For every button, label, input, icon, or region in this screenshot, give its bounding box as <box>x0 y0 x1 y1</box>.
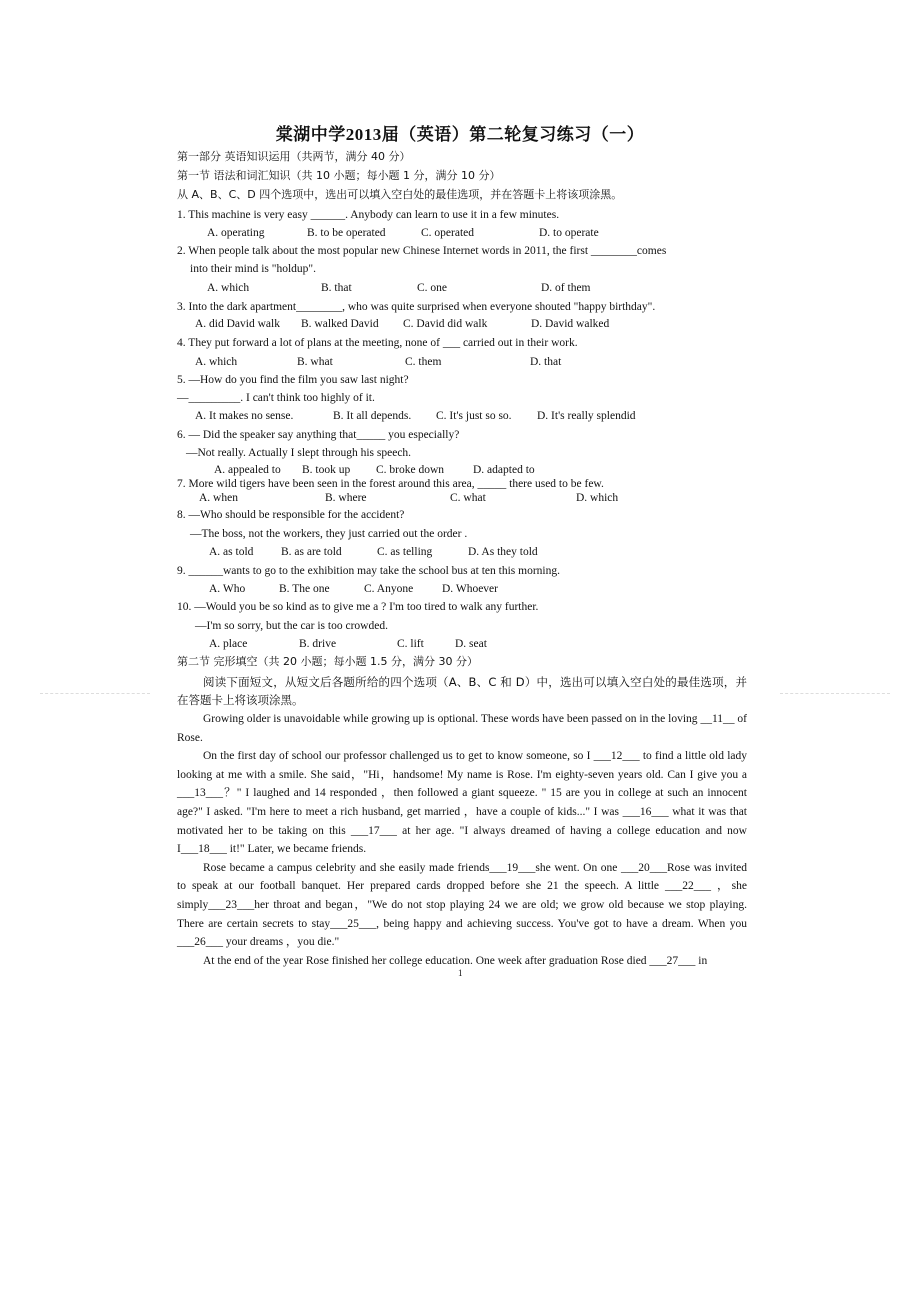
option-d: D. Whoever <box>442 583 498 595</box>
question-5-line-2: —_________. I can't think too highly of it. <box>177 392 375 404</box>
question-8-line-2: —The boss, not the workers, they just carried out the order . <box>190 528 468 540</box>
scan-divider <box>40 693 150 694</box>
option-c: C. It's just so so. <box>436 410 512 422</box>
passage-paragraph: Growing older is unavoidable while growing up is optional. These words have been passed on in the loving __11__ of Rose. <box>177 713 747 744</box>
scan-divider <box>780 693 890 694</box>
passage-paragraph: At the end of the year Rose finished her college education. One week after graduation Rose died ___27___ in <box>203 954 708 967</box>
option-a: A. It makes no sense. <box>195 410 294 422</box>
option-a: A. Who <box>209 583 246 595</box>
question-5: 5. —How do you find the film you saw last night? <box>177 374 409 386</box>
option-c: C. as telling <box>377 546 433 558</box>
option-d: D. As they told <box>468 546 538 558</box>
question-3: 3. Into the dark apartment________, who was quite surprised when everyone shouted "happy birthday". <box>177 301 656 313</box>
question-6-line-2: —Not really. Actually I slept through his speech. <box>186 447 412 459</box>
option-b: B. It all depends. <box>333 410 412 422</box>
question-8: 8. —Who should be responsible for the accident? <box>177 509 405 521</box>
option-b: B. that <box>321 282 352 294</box>
section-2-instruction: 阅读下面短文，从短文后各题所给的四个选项（A、B、C 和 D）中，选出可以填入空白处的最佳选项，并在答题卡上将该项涂黑。 <box>177 675 747 707</box>
passage <box>177 710 747 970</box>
option-a: A. as told <box>209 546 254 558</box>
passage-paragraph: Rose became a campus celebrity and she easily made friends___19___she went. On one ___20___Rose was invited to speak at our football banquet. Her prepared cards dropped before she 21 the speech. A little ___22___ ，she simply___23___her throat and began，"We do not stop playing 24 we are old; we grow old because we stop playing. There are certain secrets to stay___25___, being happy and achieving success. You've got to have a dream. When you ___26___ your dreams ，you die." <box>177 861 747 949</box>
option-a: A. did David walk <box>195 318 280 330</box>
section-1-heading: 第一节 语法和词汇知识（共 10 小题；每小题 1 分，满分 10 分） <box>177 169 501 182</box>
option-b: B. where <box>325 492 367 504</box>
option-b: B. to be operated <box>307 227 386 239</box>
option-b: B. as are told <box>281 546 342 558</box>
option-b: B. drive <box>299 638 337 650</box>
question-10-line-2: —I'm so sorry, but the car is too crowded. <box>195 620 388 632</box>
option-d: D. adapted to <box>473 464 535 476</box>
option-a: A. which <box>207 282 250 294</box>
question-7: 7. More wild tigers have been seen in the forest around this area, _____ there used to be few. <box>177 478 604 490</box>
page-number: 1 <box>458 968 463 978</box>
question-9: 9. ______wants to go to the exhibition may take the school bus at ten this morning. <box>177 565 560 577</box>
option-d: D. that <box>530 356 562 368</box>
question-2: 2. When people talk about the most popular new Chinese Internet words in 2011, the first ________comes <box>177 245 667 257</box>
option-c: C. operated <box>421 227 475 239</box>
option-a: A. operating <box>207 227 265 239</box>
part-heading: 第一部分 英语知识运用（共两节，满分 40 分） <box>177 150 411 163</box>
option-b: B. took up <box>302 464 351 476</box>
section-1-instruction: 从 A、B、C、D 四个选项中，选出可以填入空白处的最佳选项，并在答题卡上将该项涂黑。 <box>177 188 623 201</box>
option-c: C. lift <box>397 638 424 650</box>
option-d: D. which <box>576 492 619 504</box>
option-a: A. place <box>209 638 248 650</box>
option-d: D. David walked <box>531 318 610 330</box>
option-c: C. them <box>405 356 442 368</box>
question-4: 4. They put forward a lot of plans at the meeting, none of ___ carried out in their work. <box>177 337 578 349</box>
option-c: C. one <box>417 282 448 294</box>
option-b: B. walked David <box>301 318 379 330</box>
option-a: A. appealed to <box>214 464 281 476</box>
page-title: 棠湖中学2013届（英语）第二轮复习练习（一） <box>275 125 645 144</box>
question-10: 10. —Would you be so kind as to give me a ? I'm too tired to walk any further. <box>177 601 539 613</box>
question-1: 1. This machine is very easy ______. Anybody can learn to use it in a few minutes. <box>177 209 560 221</box>
passage-paragraph: On the first day of school our professor challenged us to get to know someone, so I ___12___ to find a little old lady looking at me with a smile. She said，"Hi，handsome! My name is Rose. I'm eighty-seven years old. Can I give you a ___13___？" I laughed and 14 responded ，then followed a giant squeeze. " 15 are you in college at such an innocent age?" I asked. "I'm here to meet a rich husband, get married ，have a couple of kids..." I was ___16___ what it was that motivated her to be taking on this ___17___ at her age. "I always dreamed of having a college education and now I___18___ it!" Later, we became friends. <box>177 750 747 856</box>
question-6: 6. — Did the speaker say anything that_____ you especially? <box>177 429 460 441</box>
option-a: A. which <box>195 356 238 368</box>
option-c: C. what <box>450 492 486 504</box>
option-a: A. when <box>199 492 238 504</box>
option-b: B. what <box>297 356 333 368</box>
question-2-line-2: into their mind is "holdup". <box>190 263 316 275</box>
option-c: C. David did walk <box>403 318 488 330</box>
option-d: D. It's really splendid <box>537 410 636 422</box>
option-d: D. seat <box>455 638 487 650</box>
option-d: D. to operate <box>539 227 599 239</box>
option-c: C. Anyone <box>364 583 414 595</box>
section-2-heading: 第二节 完形填空（共 20 小题；每小题 1.5 分，满分 30 分） <box>177 655 478 668</box>
option-d: D. of them <box>541 282 591 294</box>
option-b: B. The one <box>279 583 330 595</box>
option-c: C. broke down <box>376 464 445 476</box>
